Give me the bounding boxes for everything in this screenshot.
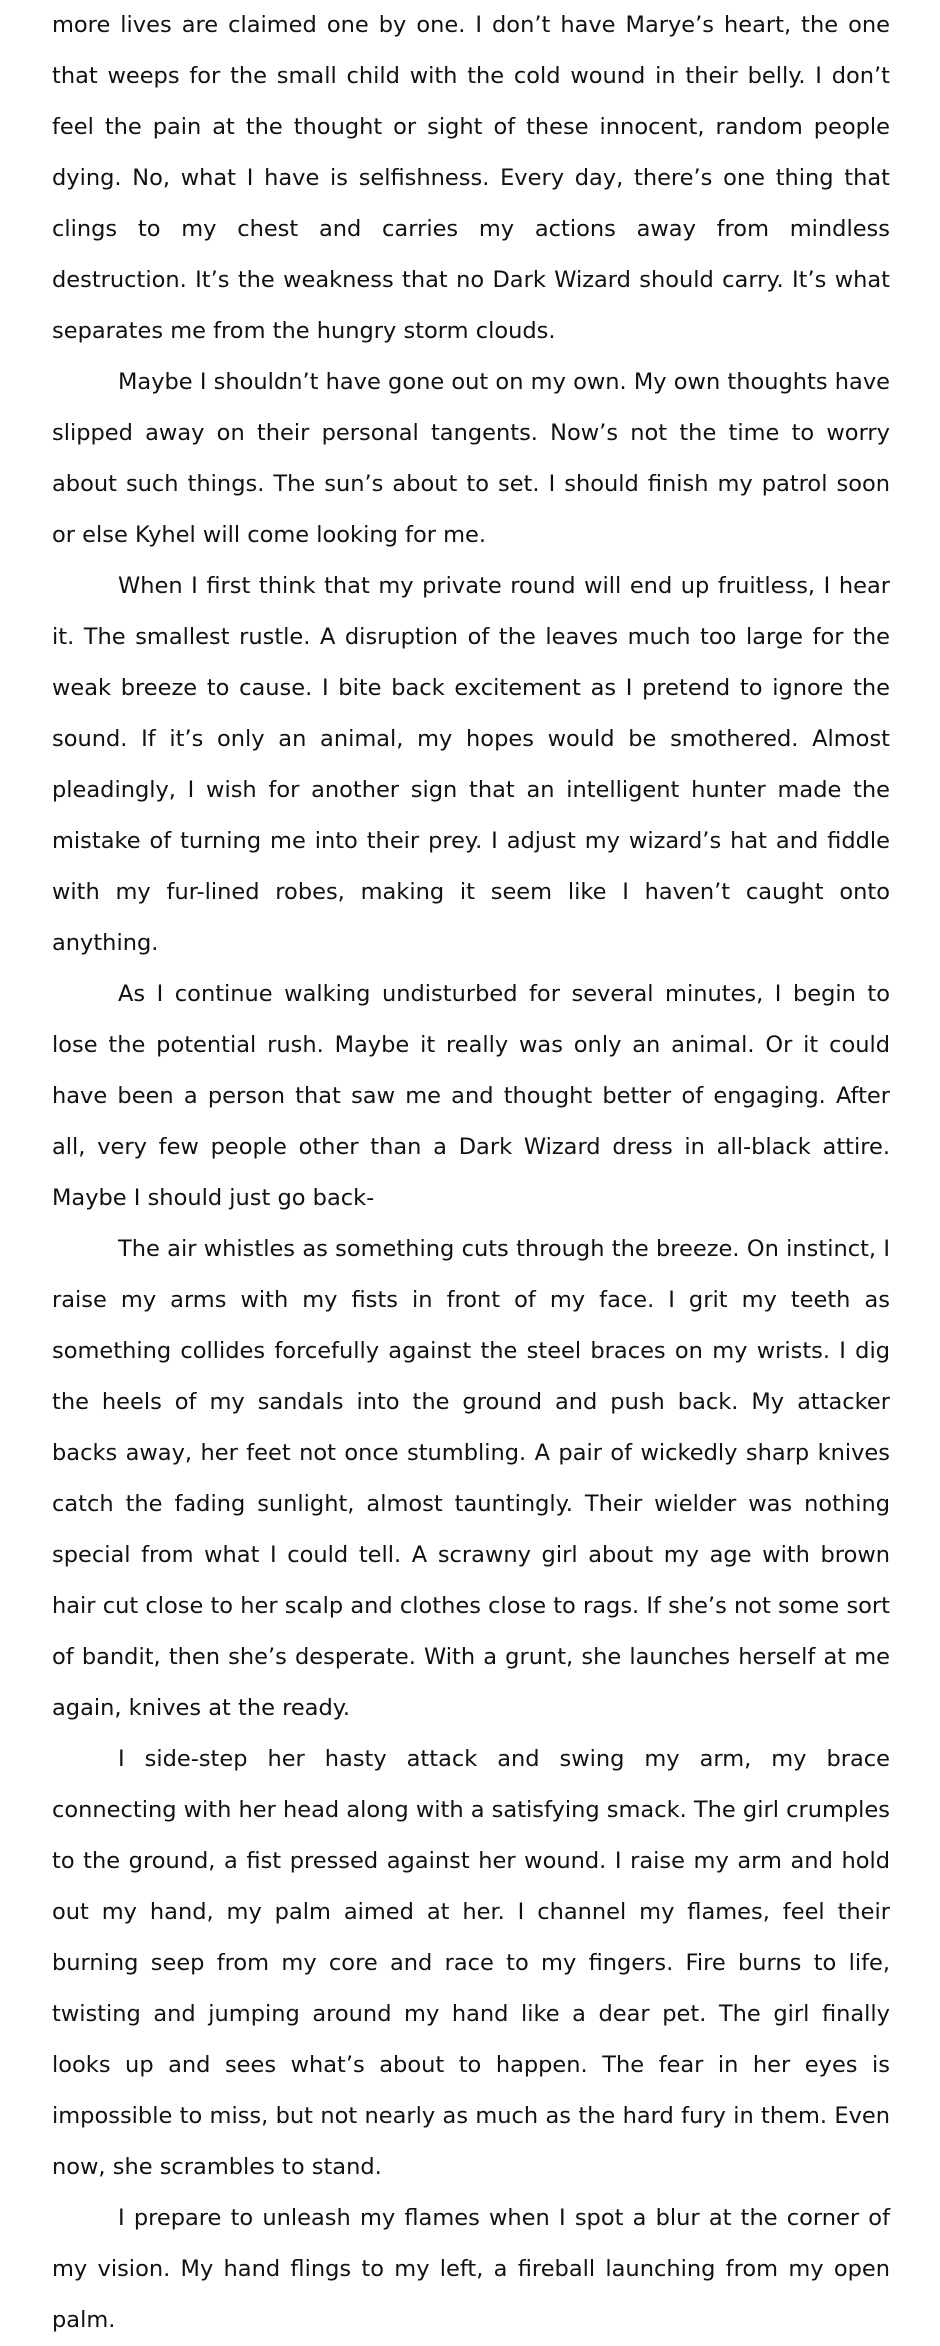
paragraph: The air whistles as something cuts through the breeze. On instinct, I raise my arms with my fists in front of my face. I grit my teeth as something collides forcefully against the steel braces on my wrists. I dig the heels of my sandals into the ground and push back. My attacker backs away, her feet not once stumbling. A pair of wickedly sharp knives catch the fading sunlight, almost tauntingly. Their wielder was nothing special from what I could tell. A scrawny girl about my age with brown hair cut close to her scalp and clothes close to rags. If she’s not some sort of bandit, then she’s desperate. With a grunt, she launches herself at me again, knives at the ready.	[52, 1236, 890, 1721]
paragraph: When I first think that my private round will end up fruitless, I hear it. The smallest rustle. A disruption of the leaves much too large for the weak breeze to cause. I bite back excitement as I pretend to ignore the sound. If it’s only an animal, my hopes would be smothered. Almost pleadingly, I wish for another sign that an intelligent hunter made the mistake of turning me into their prey. I adjust my wizard’s hat and fiddle with my fur-lined robes, making it seem like I haven’t caught onto anything.	[52, 573, 890, 956]
paragraph: I side-step her hasty attack and swing my arm, my brace connecting with her head along with a satisfying smack. The girl crumples to the ground, a fist pressed against her wound. I raise my arm and hold out my hand, my palm aimed at her. I channel my flames, feel their burning seep from my core and race to my fingers. Fire burns to life, twisting and jumping around my hand like a dear pet. The girl finally looks up and sees what’s about to happen. The fear in her eyes is impossible to miss, but not nearly as much as the hard fury in them. Even now, she scrambles to stand.	[52, 1746, 890, 2180]
paragraph-continuation: more lives are claimed one by one. I don’t have Marye’s heart, the one that weeps for the small child with the cold wound in their belly. I don’t feel the pain at the thought or sight of these innocent, random people dying. No, what I have is selfishness. Every day, there’s one thing that clings to my chest and carries my actions away from mindless destruction. It’s the weakness that no Dark Wizard should carry. It’s what separates me from the hungry storm clouds.	[52, 12, 890, 344]
document-page	[52, 0, 890, 2346]
paragraph: I prepare to unleash my flames when I spot a blur at the corner of my vision. My hand flings to my left, a fireball launching from my open palm.	[52, 2205, 890, 2333]
paragraph: As I continue walking undisturbed for several minutes, I begin to lose the potential rush. Maybe it really was only an animal. Or it could have been a person that saw me and thought better of engaging. After all, very few people other than a Dark Wizard dress in all-black attire. Maybe I should just go back-	[52, 981, 890, 1211]
paragraph: Maybe I shouldn’t have gone out on my own. My own thoughts have slipped away on their personal tangents. Now’s not the time to worry about such things. The sun’s about to set. I should finish my patrol soon or else Kyhel will come looking for me.	[52, 369, 890, 548]
